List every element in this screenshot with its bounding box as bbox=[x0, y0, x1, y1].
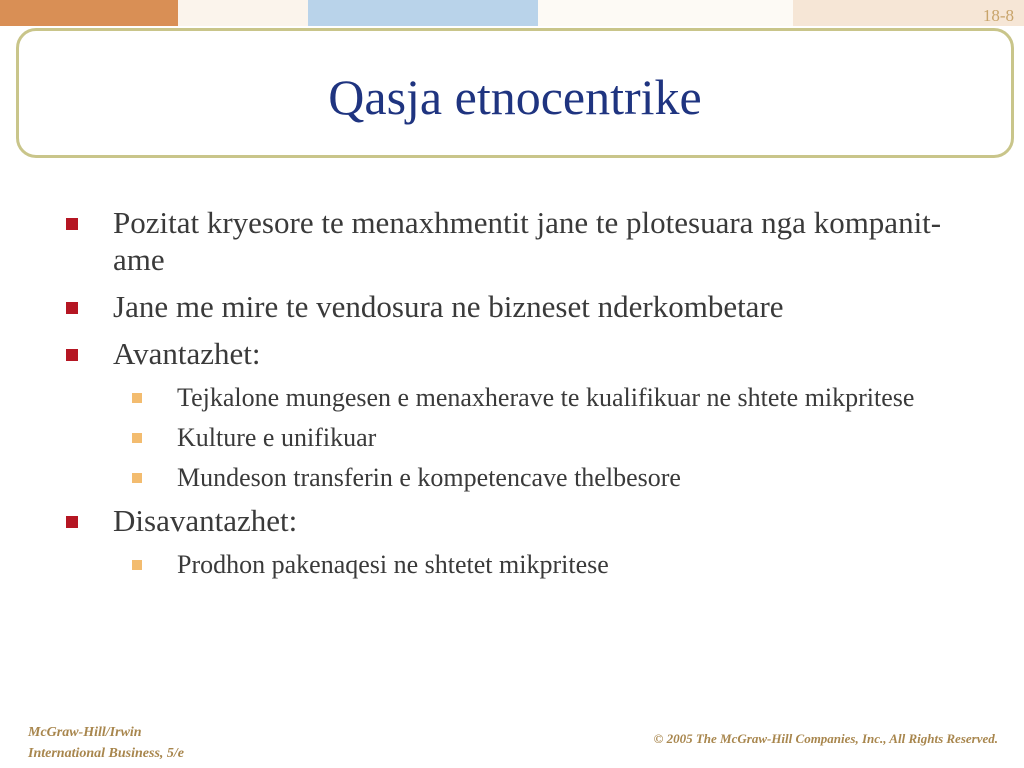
top-bar-segment-orange bbox=[0, 0, 178, 26]
square-bullet-icon bbox=[66, 349, 78, 361]
square-bullet-icon bbox=[66, 516, 78, 528]
slide-number: 18-8 bbox=[982, 6, 1014, 25]
bullet-item bbox=[0, 502, 1024, 539]
sub-bullet-text: Mundeson transferin e kompetencave thelbesore bbox=[177, 463, 681, 492]
top-bar-segment-blue bbox=[308, 0, 538, 26]
square-bullet-icon bbox=[66, 302, 78, 314]
footer-book-line: International Business, 5/e bbox=[28, 746, 184, 761]
small-square-bullet-icon bbox=[132, 473, 142, 483]
sub-bullet-item bbox=[0, 549, 1024, 580]
footer-publisher-line: McGraw-Hill/Irwin bbox=[28, 725, 142, 740]
footer-copyright: © 2005 The McGraw-Hill Companies, Inc., All Rights Reserved. bbox=[653, 731, 998, 746]
sub-bullet-item bbox=[0, 422, 1024, 453]
small-square-bullet-icon bbox=[132, 560, 142, 570]
footer-publisher bbox=[28, 722, 184, 764]
sub-bullet-item bbox=[0, 382, 1024, 413]
square-bullet-icon bbox=[66, 218, 78, 230]
bullet-text: Jane me mire te vendosura ne bizneset nderkombetare bbox=[113, 289, 784, 324]
bullet-item bbox=[0, 335, 1024, 372]
bullet-text: Disavantazhet: bbox=[113, 503, 298, 538]
top-bar-segment-white bbox=[538, 0, 793, 26]
bullet-text: Avantazhet: bbox=[113, 336, 261, 371]
sub-bullet-item bbox=[0, 462, 1024, 493]
top-color-bar bbox=[0, 0, 1024, 26]
bullet-text: Pozitat kryesore te menaxhmentit jane te plotesuara nga kompanit-ame bbox=[113, 205, 942, 277]
bullet-item bbox=[0, 288, 1024, 325]
title-box bbox=[16, 28, 1014, 158]
small-square-bullet-icon bbox=[132, 433, 142, 443]
bullet-list bbox=[0, 204, 1024, 589]
sub-bullet-text: Tejkalone mungesen e menaxherave te kualifikuar ne shtete mikpritese bbox=[177, 383, 915, 412]
small-square-bullet-icon bbox=[132, 393, 142, 403]
slide-title: Qasja etnocentrike bbox=[328, 69, 702, 125]
bullet-item bbox=[0, 204, 1024, 278]
top-bar-segment-cream bbox=[178, 0, 308, 26]
sub-bullet-text: Kulture e unifikuar bbox=[177, 423, 377, 452]
sub-bullet-text: Prodhon pakenaqesi ne shtetet mikpritese bbox=[177, 550, 609, 579]
